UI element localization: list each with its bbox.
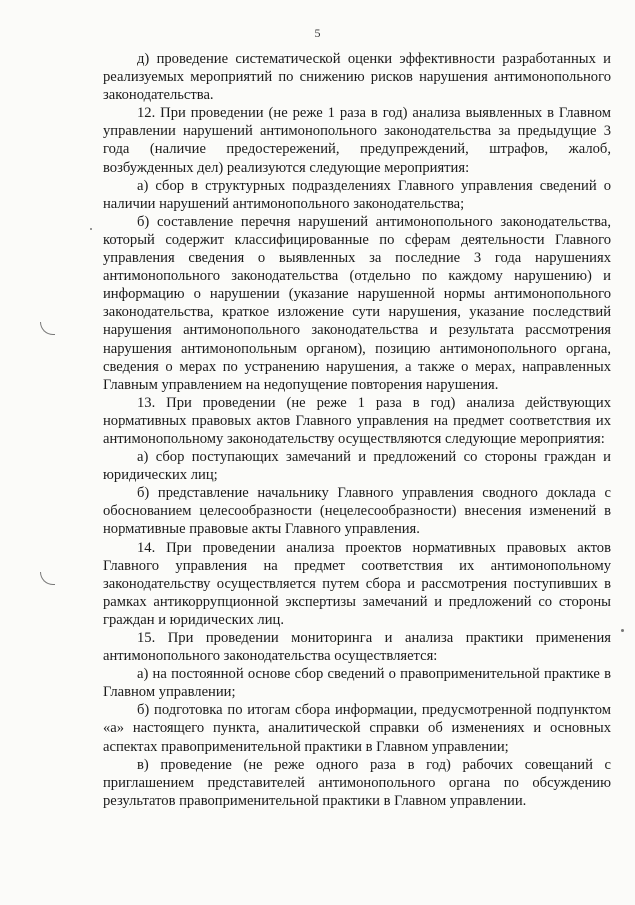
document-body bbox=[103, 50, 611, 810]
paragraph-12-a: а) сбор в структурных подразделениях Главного управления сведений о наличии нарушений антимонопольного законодательства; bbox=[103, 177, 611, 212]
paragraph-13: 13. При проведении (не реже 1 раза в год) анализа действующих нормативных правовых актов Главного управления на предмет соответствия их антимонопольному законодательству осуществляются следующие мероприятия: bbox=[103, 394, 611, 447]
hole-punch-mark-lower bbox=[40, 572, 55, 585]
paragraph-15-v: в) проведение (не реже одного раза в год) рабочих совещаний с приглашением представителей антимонопольного органа по обсуждению результатов правоприменительной практики в Главном управлении. bbox=[103, 756, 611, 809]
paragraph-15-b: б) подготовка по итогам сбора информации, предусмотренной подпунктом «а» настоящего пункта, аналитической справки об изменениях и основных аспектах правоприменительной практики в Главном управлении; bbox=[103, 702, 611, 755]
paragraph-13-b: б) представление начальнику Главного управления сводного доклада с обоснованием целесообразности (нецелесообразности) внесения изменений в нормативные правовые акты Главного управления. bbox=[103, 485, 611, 538]
paragraph-12-b: б) составление перечня нарушений антимонопольного законодательства, который содержит классифицированные по сферам деятельности Главного управления сведения о выявленных за последние 3 года нарушениях антимонопольного законодательства (отдельно по каждому нарушению) и информацию о нарушении (указание нарушенной нормы антимонопольного законодательства, краткое изложение сути нарушения, указание последствий нарушения антимонопольного законодательства и результата рассмотрения нарушения антимонопольным органом), позицию антимонопольного органа, сведения о мерах по устранению нарушения, а также о мерах, направленных Главным управлением на недопущение повторения нарушения. bbox=[103, 213, 611, 393]
paragraph-14: 14. При проведении анализа проектов нормативных правовых актов Главного управления на предмет соответствия их антимонопольному законодательству осуществляется путем сбора и рассмотрения поступивших в рамках антикоррупционной экспертизы замечаний и предложений со стороны граждан и юридических лиц. bbox=[103, 539, 611, 628]
paragraph-15: 15. При проведении мониторинга и анализа практики применения антимонопольного законодательства осуществляется: bbox=[103, 630, 611, 665]
hole-punch-mark-upper bbox=[40, 322, 55, 335]
paragraph-12: 12. При проведении (не реже 1 раза в год) анализа выявленных в Главном управлении нарушений антимонопольного законодательства за предыдущие 3 года (наличие предостережений, предупреждений, штрафов, жалоб, возбужденных дел) реализуются следующие мероприятия: bbox=[103, 105, 611, 176]
page-number: 5 bbox=[314, 26, 321, 40]
scan-speck bbox=[621, 629, 624, 632]
paragraph-d-evaluation: д) проведение систематической оценки эффективности разработанных и реализуемых мероприятий по снижению рисков нарушения антимонопольного законодательства. bbox=[103, 51, 611, 104]
paragraph-15-a: а) на постоянной основе сбор сведений о правоприменительной практике в Главном управлении; bbox=[103, 666, 611, 701]
scan-speck bbox=[90, 228, 92, 230]
paragraph-13-a: а) сбор поступающих замечаний и предложений со стороны граждан и юридических лиц; bbox=[103, 449, 611, 484]
